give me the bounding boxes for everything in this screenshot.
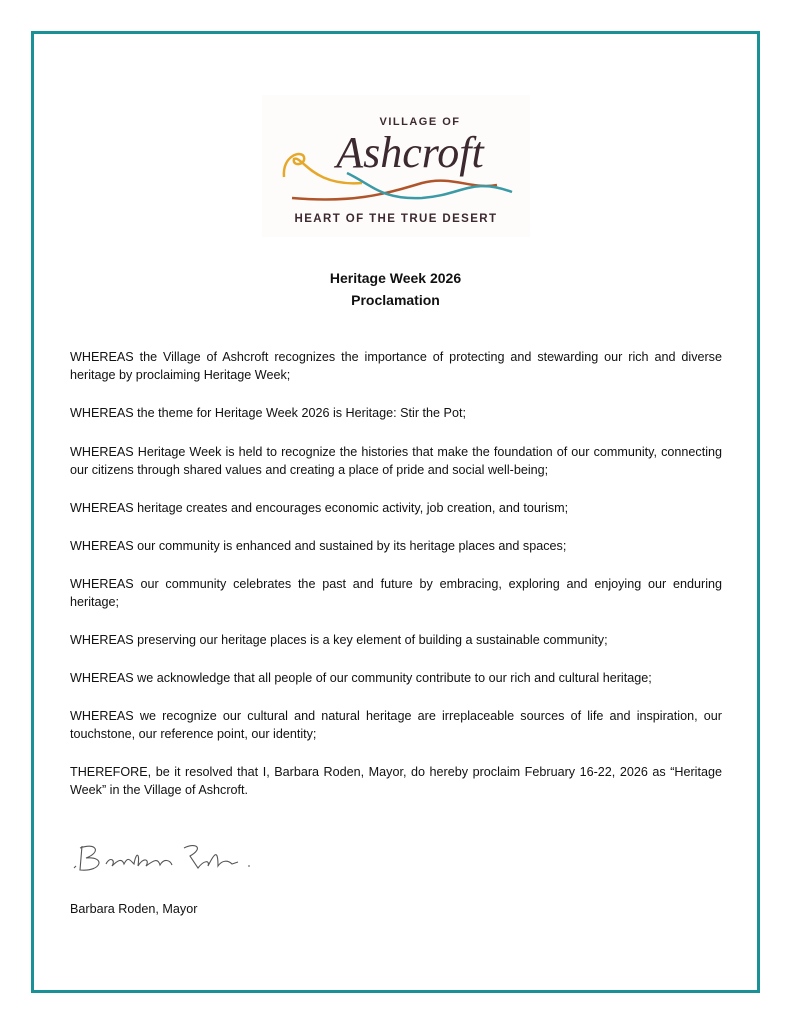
- whereas-paragraph: WHEREAS we acknowledge that all people of our community contribute to our rich and cultural heritage;: [70, 671, 652, 685]
- whereas-paragraph: WHEREAS heritage creates and encourages economic activity, job creation, and tourism;: [70, 501, 569, 515]
- whereas-paragraph: WHEREAS the Village of Ashcroft recognizes the importance of protecting and stewarding our rich and diverse heritage by proclaiming Heritage Week;: [70, 350, 722, 382]
- logo-name: Ashcroft: [336, 128, 484, 177]
- whereas-paragraph: WHEREAS our community is enhanced and sustained by its heritage places and spaces;: [70, 539, 567, 553]
- mayor-name: Barbara Roden, Mayor: [70, 902, 198, 916]
- logo-tagline: HEART OF THE TRUE DESERT: [294, 213, 498, 225]
- village-logo: [262, 95, 530, 237]
- heading-title: Heritage Week 2026: [329, 270, 462, 286]
- mayor-signature: [66, 838, 306, 878]
- heading-subtitle: Proclamation: [351, 292, 440, 308]
- whereas-paragraph: WHEREAS preserving our heritage places is a key element of building a sustainable community;: [70, 633, 608, 647]
- whereas-paragraph: WHEREAS Heritage Week is held to recognize the histories that make the foundation of our community, connecting our citizens through shared values and creating a place of pride and social well-being;: [70, 445, 722, 477]
- logo-top-text: VILLAGE OF: [379, 116, 461, 128]
- whereas-paragraph: WHEREAS the theme for Heritage Week 2026 is Heritage: Stir the Pot;: [70, 406, 466, 420]
- whereas-paragraph: WHEREAS our community celebrates the past and future by embracing, exploring and enjoying our enduring heritage;: [70, 577, 722, 609]
- therefore-paragraph: THEREFORE, be it resolved that I, Barbara Roden, Mayor, do hereby proclaim February 16-22, 2026 as “Heritage Week” in the Village of Ashcroft.: [70, 765, 722, 797]
- whereas-paragraph: WHEREAS we recognize our cultural and natural heritage are irreplaceable sources of life and inspiration, our touchstone, our reference point, our identity;: [70, 709, 722, 741]
